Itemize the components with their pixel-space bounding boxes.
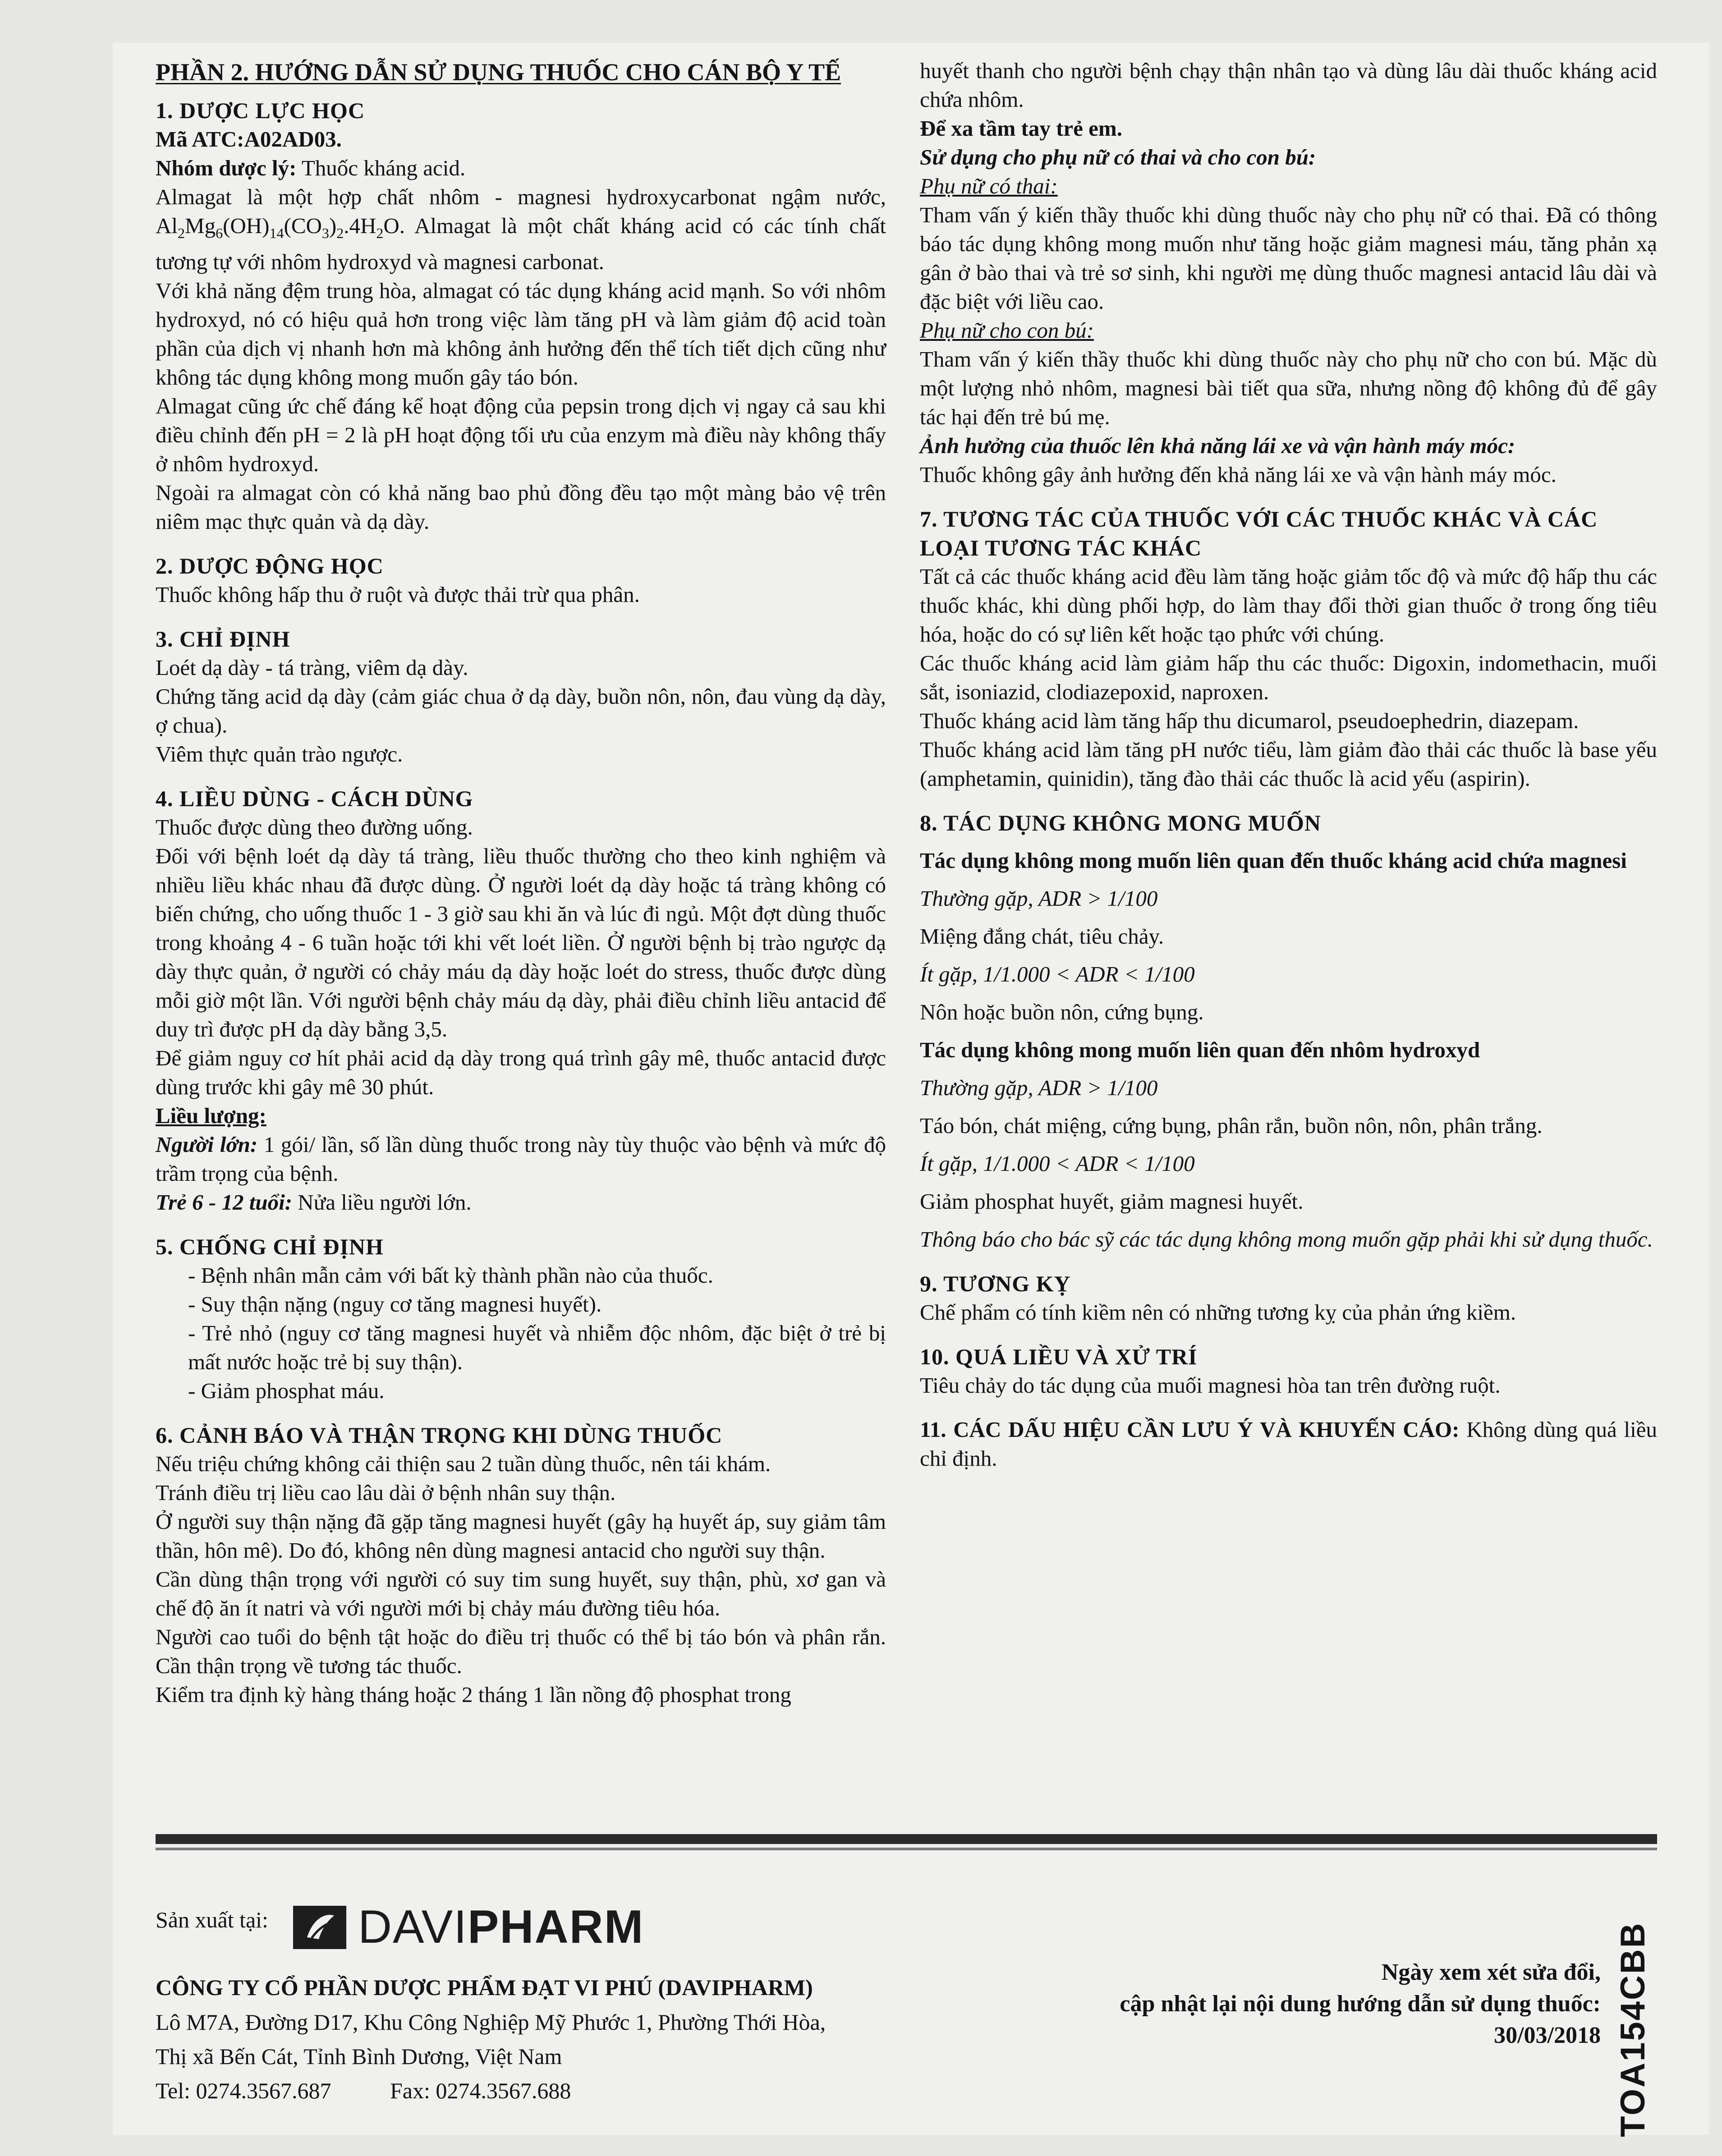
section-6-paragraph-6: Kiểm tra định kỳ hàng tháng hoặc 2 tháng 1 lần nồng độ phosphat trong: [156, 1682, 791, 1707]
fax: Fax: 0274.3567.688: [390, 2078, 571, 2103]
frequency-common: Thường gặp, ADR > 1/100: [920, 1075, 1158, 1100]
section-4-paragraph-2: Đối với bệnh loét dạ dày tá tràng, liều thuốc thường cho theo kinh nghiệm và nhiều liều khác nhau đã được dùng. Ở người loét dạ dày hoặc tá tràng không có biến chứng, cho uống thuốc 1 - 3 giờ sau khi ăn và lúc đi ngủ. Một đợt dùng thuốc trong khoảng 4 - 6 tuần hoặc tới khi vết loét liền. Ở người bệnh bị trào ngược dạ dày thực quản, ở người có chảy máu dạ dày hoặc loét do stress, thuốc được dùng mỗi giờ một lần. Với người bệnh chảy máu dạ dày, phải điều chỉnh liều antacid để duy trì được pH dạ dày bằng 3,5.: [156, 843, 886, 1041]
address-line-1: Lô M7A, Đường D17, Khu Công Nghiệp Mỹ Phước 1, Phường Thới Hòa,: [156, 2009, 826, 2035]
section-7-paragraph-1: Tất cả các thuốc kháng acid đều làm tăng hoặc giảm tốc độ và mức độ hấp thu các thuốc khác, khi dùng phối hợp, do làm thay đổi thời gian thuốc ở trong ống tiêu hóa, hoặc do có sự liên kết hoặc tạo phức với chúng.: [920, 564, 1657, 647]
section-3-paragraph-2: Chứng tăng acid dạ dày (cảm giác chua ở dạ dày, buồn nôn, nôn, đau vùng dạ dày, ợ chua).: [156, 683, 886, 738]
section-6-paragraph-4: Cần dùng thận trọng với người có suy tim sung huyết, suy thận, phù, xơ gan và chế độ ăn ít natri và với người mới bị chảy máu đường tiêu hóa.: [156, 1566, 886, 1620]
pregnancy-label: Phụ nữ có thai:: [920, 174, 1058, 198]
footer-rule: [156, 1834, 1657, 1844]
contraindication-list: [156, 1261, 886, 1405]
keep-away-notice: Để xa tầm tay trẻ em.: [920, 116, 1122, 141]
dosage-label: Liều lượng:: [156, 1103, 266, 1128]
section-1-paragraph-4: Ngoài ra almagat còn có khả năng bao phủ đồng đều tạo một màng bảo vệ trên niêm mạc thực quản và dạ dày.: [156, 480, 886, 534]
pregnancy-text: Tham vấn ý kiến thầy thuốc khi dùng thuốc này cho phụ nữ có thai. Đã có thông báo tác dụng không mong muốn như tăng hoặc giảm magnesi máu, tăng phản xạ gân ở bào thai và trẻ sơ sinh, khi người mẹ dùng thuốc magnesi antacid lâu dài và đặc biệt với liều cao.: [920, 202, 1657, 314]
driving-text: Thuốc không gây ảnh hưởng đến khả năng lái xe và vận hành máy móc.: [920, 462, 1557, 487]
list-item: - Bệnh nhân mẫn cảm với bất kỳ thành phần nào của thuốc.: [188, 1262, 713, 1288]
lactation-label: Phụ nữ cho con bú:: [920, 318, 1094, 343]
section-4-heading: 4. LIỀU DÙNG - CÁCH DÙNG: [156, 785, 473, 811]
right-column: [920, 56, 1657, 1473]
document-title: PHẦN 2. HƯỚNG DẪN SỬ DỤNG THUỐC CHO CÁN BỘ Y TẾ: [156, 59, 841, 86]
footer-rule-thin: [156, 1848, 1657, 1850]
section-7-heading: 7. TƯƠNG TÁC CỦA THUỐC VỚI CÁC THUỐC KHÁC VÀ CÁC LOẠI TƯƠNG TÁC KHÁC: [920, 506, 1598, 560]
section-1-heading: 1. DƯỢC LỰC HỌC: [156, 98, 365, 123]
section-3-paragraph-3: Viêm thực quản trào ngược.: [156, 741, 403, 766]
driving-heading: Ảnh hưởng của thuốc lên khả năng lái xe và vận hành máy móc:: [920, 433, 1515, 458]
section-3-paragraph-1: Loét dạ dày - tá tràng, viêm dạ dày.: [156, 655, 468, 680]
section-4-paragraph-1: Thuốc được dùng theo đường uống.: [156, 814, 473, 839]
section-9-heading: 9. TƯƠNG KỴ: [920, 1271, 1071, 1296]
frequency-common: Thường gặp, ADR > 1/100: [920, 886, 1158, 911]
brand-wordmark: DAVIPHARM: [358, 1901, 644, 1953]
section-2-heading: 2. DƯỢC ĐỘNG HỌC: [156, 553, 384, 578]
pregnancy-heading: Sử dụng cho phụ nữ có thai và cho con bú:: [920, 145, 1316, 170]
frequency-uncommon: Ít gặp, 1/1.000 < ADR < 1/100: [920, 1151, 1195, 1176]
list-item: - Giảm phosphat máu.: [188, 1378, 385, 1403]
company-name: CÔNG TY CỔ PHẦN DƯỢC PHẨM ĐẠT VI PHÚ (DAVIPHARM): [156, 1975, 813, 2000]
section-6-paragraph-2: Tránh điều trị liều cao lâu dài ở bệnh nhân suy thận.: [156, 1480, 616, 1505]
pharm-logo-icon: [293, 1906, 346, 1949]
section-6-paragraph-6-continued: huyết thanh cho người bệnh chạy thận nhân tạo và dùng lâu dài thuốc kháng acid chứa nhôm.: [920, 58, 1657, 112]
revision-line-2: cập nhật lại nội dung hướng dẫn sử dụng thuốc:: [1120, 1991, 1601, 2017]
common-effects: Táo bón, chát miệng, cứng bụng, phân rắn, buồn nôn, nôn, phân trắng.: [920, 1113, 1543, 1138]
section-1-paragraph-1: Almagat là một hợp chất nhôm - magnesi hydroxycarbonat ngậm nước, $Al_2Mg_6(OH)_{14}(CO_3)_2.4H_2O$. Almagat là một chất kháng acid có các tính chất tương tự với nhôm hydroxyd và magnesi carbonat.: [156, 184, 886, 274]
section-10-heading: 10. QUÁ LIỀU VÀ XỬ TRÍ: [920, 1344, 1198, 1369]
adult-dose: Người lớn: 1 gói/ lần, số lần dùng thuốc trong này tùy thuộc vào bệnh và mức độ trầm trọng của bệnh.: [156, 1132, 886, 1186]
list-item: - Suy thận nặng (nguy cơ tăng magnesi huyết).: [188, 1291, 602, 1317]
document-code: TOA154CBB: [1614, 1922, 1652, 2137]
section-7-paragraph-4: Thuốc kháng acid làm tăng pH nước tiểu, làm giảm đào thải các thuốc là base yếu (amphetamin, quinidin), tăng đào thải các thuốc là acid yếu (aspirin).: [920, 737, 1657, 791]
lactation-text: Tham vấn ý kiến thầy thuốc khi dùng thuốc này cho phụ nữ cho con bú. Mặc dù một lượng nhỏ nhôm, magnesi bài tiết qua sữa, nhưng nồng độ không đủ để gây tác hại đến trẻ bú mẹ.: [920, 347, 1657, 429]
revision-line-1: Ngày xem xét sửa đổi,: [1381, 1959, 1601, 1985]
left-column: [156, 56, 886, 1709]
section-7-paragraph-3: Thuốc kháng acid làm tăng hấp thu dicumarol, pseudoephedrin, diazepam.: [920, 708, 1579, 733]
magnesium-effects-heading: Tác dụng không mong muốn liên quan đến thuốc kháng acid chứa magnesi: [920, 848, 1627, 873]
address-line-2: Thị xã Bến Cát, Tỉnh Bình Dương, Việt Nam: [156, 2044, 562, 2069]
revision-date: 30/03/2018: [1494, 2023, 1601, 2048]
list-item: - Trẻ nhỏ (nguy cơ tăng magnesi huyết và nhiễm độc nhôm, đặc biệt ở trẻ bị mất nước hoặc trẻ bị suy thận).: [188, 1320, 886, 1374]
revision-note: [1055, 1957, 1601, 2051]
section-6-heading: 6. CẢNH BÁO VÀ THẬN TRỌNG KHI DÙNG THUỐC: [156, 1422, 723, 1448]
section-3-heading: 3. CHỈ ĐỊNH: [156, 626, 290, 651]
section-6-paragraph-3: Ở người suy thận nặng đã gặp tăng magnesi huyết (gây hạ huyết áp, suy giảm tâm thần, hôn mê). Do đó, không nên dùng magnesi antacid cho người suy thận.: [156, 1509, 886, 1563]
child-dose: Trẻ 6 - 12 tuổi: Nửa liều người lớn.: [156, 1189, 472, 1215]
uncommon-effects: Giảm phosphat huyết, giảm magnesi huyết.: [920, 1189, 1304, 1214]
section-7-paragraph-2: Các thuốc kháng acid làm giảm hấp thu các thuốc: Digoxin, indomethacin, muối sắt, isoniazid, clodiazepoxid, naproxen.: [920, 651, 1657, 704]
section-6-paragraph-5: Người cao tuổi do bệnh tật hoặc do điều trị thuốc có thể bị táo bón và phân rắn. Cần thận trọng về tương tác thuốc.: [156, 1624, 886, 1678]
section-1-paragraph-2: Với khả năng đệm trung hòa, almagat có tác dụng kháng acid mạnh. So với nhôm hydroxyd, nó có hiệu quả hơn trong việc làm tăng pH và làm giảm độ acid toàn phần của dịch vị nhanh hơn mà không ảnh hưởng đến thể tích tiết dịch cũng như không tác dụng không mong muốn gây táo bón.: [156, 278, 886, 390]
made-at-label: Sản xuất tại:: [156, 1907, 268, 1932]
uncommon-effects: Nôn hoặc buồn nôn, cứng bụng.: [920, 1000, 1204, 1024]
section-9-paragraph: Chế phẩm có tính kiềm nên có những tương kỵ của phản ứng kiềm.: [920, 1300, 1516, 1325]
davipharm-logo: [293, 1900, 644, 1954]
telephone: Tel: 0274.3567.687: [156, 2078, 331, 2103]
chemical-formula: $Al_2Mg_6(OH)_{14}(CO_3)_2.4H_2O$.: [156, 213, 405, 241]
atc-code: Mã ATC:A02AD03.: [156, 127, 342, 151]
pharmacologic-group: Nhóm dược lý: Thuốc kháng acid.: [156, 156, 466, 180]
aluminium-effects-heading: Tác dụng không mong muốn liên quan đến nhôm hydroxyd: [920, 1037, 1480, 1062]
section-1-paragraph-3: Almagat cũng ức chế đáng kể hoạt động của pepsin trong dịch vị ngay cả sau khi điều chỉnh đến pH = 2 là pH hoạt động tối ưu của enzym mà điều này không thấy ở nhôm hydroxyd.: [156, 393, 886, 476]
common-effects: Miệng đắng chát, tiêu chảy.: [920, 924, 1164, 949]
section-10-paragraph: Tiêu chảy do tác dụng của muối magnesi hòa tan trên đường ruột.: [920, 1373, 1501, 1398]
section-8-heading: 8. TÁC DỤNG KHÔNG MONG MUỐN: [920, 810, 1321, 835]
report-notice: Thông báo cho bác sỹ các tác dụng không mong muốn gặp phải khi sử dụng thuốc.: [920, 1227, 1653, 1252]
section-11-heading: 11. CÁC DẤU HIỆU CẦN LƯU Ý VÀ KHUYẾN CÁO:: [920, 1417, 1460, 1442]
section-6-paragraph-1: Nếu triệu chứng không cải thiện sau 2 tuần dùng thuốc, nên tái khám.: [156, 1451, 771, 1476]
section-2-paragraph: Thuốc không hấp thu ở ruột và được thải trừ qua phân.: [156, 582, 640, 607]
frequency-uncommon: Ít gặp, 1/1.000 < ADR < 1/100: [920, 962, 1195, 986]
section-5-heading: 5. CHỐNG CHỈ ĐỊNH: [156, 1234, 384, 1259]
section-11: 11. CÁC DẤU HIỆU CẦN LƯU Ý VÀ KHUYẾN CÁO: Không dùng quá liều chỉ định.: [920, 1417, 1657, 1471]
section-4-paragraph-3: Để giảm nguy cơ hít phải acid dạ dày trong quá trình gây mê, thuốc antacid được dùng trước khi gây mê 30 phút.: [156, 1045, 886, 1099]
